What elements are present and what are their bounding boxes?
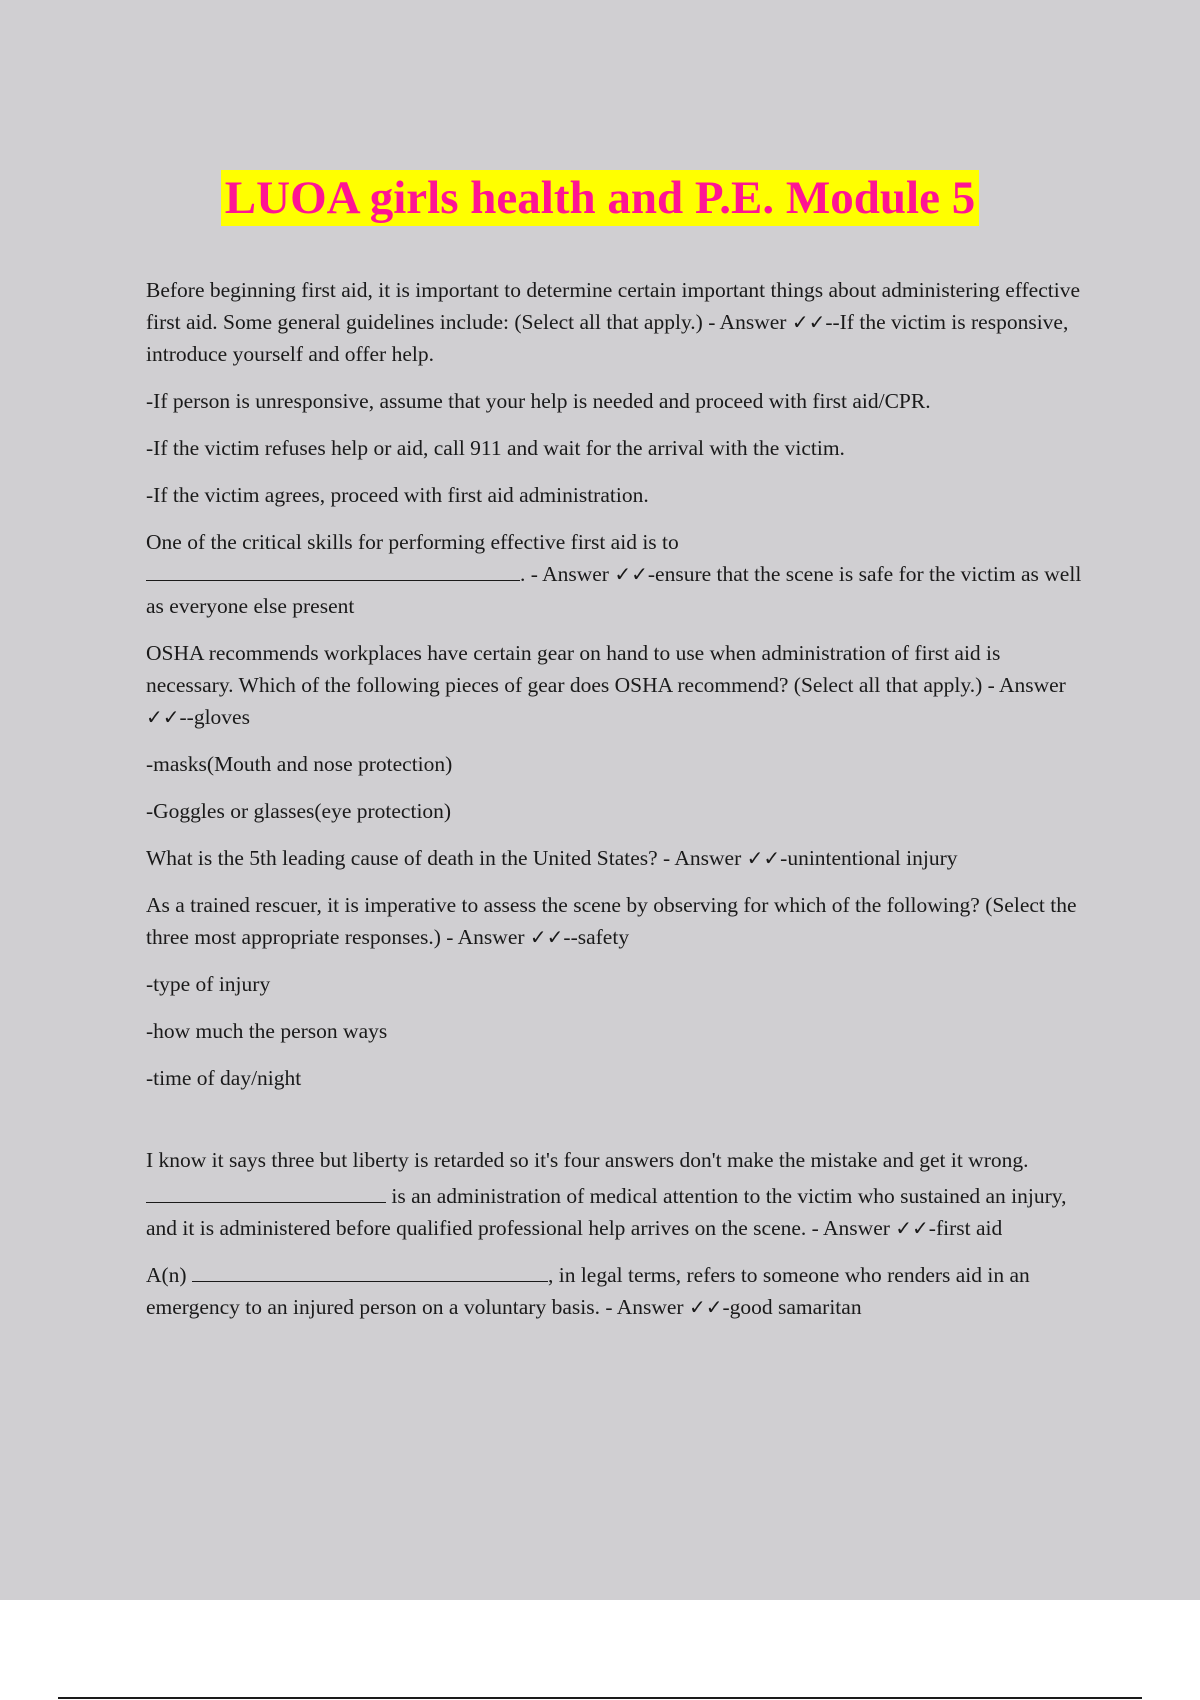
- question-7-answer: -good samaritan: [722, 1295, 862, 1319]
- question-6-text: is an administration of medical attention to the victim who sustained an injury, and it is administered before qualified professional help arrives on the scene. - Answer: [146, 1184, 1067, 1240]
- question-7-text: , in legal terms, refers to someone who renders aid in an emergency to an injured person on a voluntary basis. - Answer: [146, 1263, 1030, 1319]
- checkmark-icon: ✓✓: [895, 1216, 929, 1240]
- question-2-text: One of the critical skills for performing effective first aid is to: [146, 530, 679, 554]
- document-body: [146, 274, 1090, 1338]
- question-1: [146, 274, 1090, 370]
- question-4-text: What is the 5th leading cause of death in the United States? - Answer: [146, 846, 747, 870]
- answer-line: -If person is unresponsive, assume that your help is needed and proceed with first aid/CPR.: [146, 389, 931, 413]
- question-6: [146, 1180, 1090, 1244]
- checkmark-icon: ✓✓: [146, 705, 180, 729]
- question-5: [146, 889, 1090, 953]
- fill-in-blank: [146, 558, 520, 581]
- answer-line: -masks(Mouth and nose protection): [146, 752, 453, 776]
- question-5-answer: --safety: [563, 925, 630, 949]
- checkmark-icon: ✓✓: [614, 562, 648, 586]
- document-title: LUOA girls health and P.E. Module 5: [221, 170, 979, 226]
- checkmark-icon: ✓✓: [791, 310, 826, 334]
- fill-in-blank: [146, 1180, 386, 1203]
- fill-in-blank: [192, 1259, 548, 1282]
- question-5-text: As a trained rescuer, it is imperative to assess the scene by observing for which of the following? (Select the three most appropriate responses.) - Answer: [146, 893, 1077, 949]
- question-3-answer: --gloves: [179, 705, 250, 729]
- question-4: [146, 842, 1090, 874]
- title-container: [0, 170, 1200, 226]
- answer-line: -time of day/night: [146, 1066, 302, 1090]
- answer-line: -If the victim agrees, proceed with first aid administration.: [146, 483, 649, 507]
- question-3: [146, 637, 1090, 733]
- question-3-text: OSHA recommends workplaces have certain gear on hand to use when administration of first aid is necessary. Which of the following pieces of gear does OSHA recommend? (Select all that apply.) - Answer: [146, 641, 1066, 697]
- question-7: [146, 1259, 1090, 1323]
- answer-line: -Goggles or glasses(eye protection): [146, 799, 452, 823]
- checkmark-icon: ✓✓: [688, 1295, 723, 1319]
- checkmark-icon: ✓✓: [529, 925, 564, 949]
- checkmark-icon: ✓✓: [746, 846, 781, 870]
- question-2-answer: -ensure that the scene is safe for the victim as well as everyone else present: [146, 562, 1082, 618]
- question-1-text: Before beginning first aid, it is important to determine certain important things about administering effective first aid. Some general guidelines include: (Select all that apply.) - Answer: [146, 278, 1081, 334]
- question-4-answer: -unintentional injury: [780, 846, 958, 870]
- answer-line: -how much the person ways: [146, 1019, 388, 1043]
- question-2-after-blank: . - Answer: [520, 562, 615, 586]
- question-7-prefix: A(n): [146, 1263, 192, 1287]
- answer-line: -type of injury: [146, 972, 271, 996]
- answer-line: -If the victim refuses help or aid, call 911 and wait for the arrival with the victim.: [146, 436, 845, 460]
- note-text: I know it says three but liberty is retarded so it's four answers don't make the mistake and get it wrong.: [146, 1148, 1029, 1172]
- footer-divider: [58, 1697, 1142, 1699]
- question-2: [146, 526, 1090, 622]
- question-6-answer: -first aid: [928, 1216, 1003, 1240]
- question-1-answer: --If the victim is responsive, introduce yourself and offer help.: [146, 310, 1069, 366]
